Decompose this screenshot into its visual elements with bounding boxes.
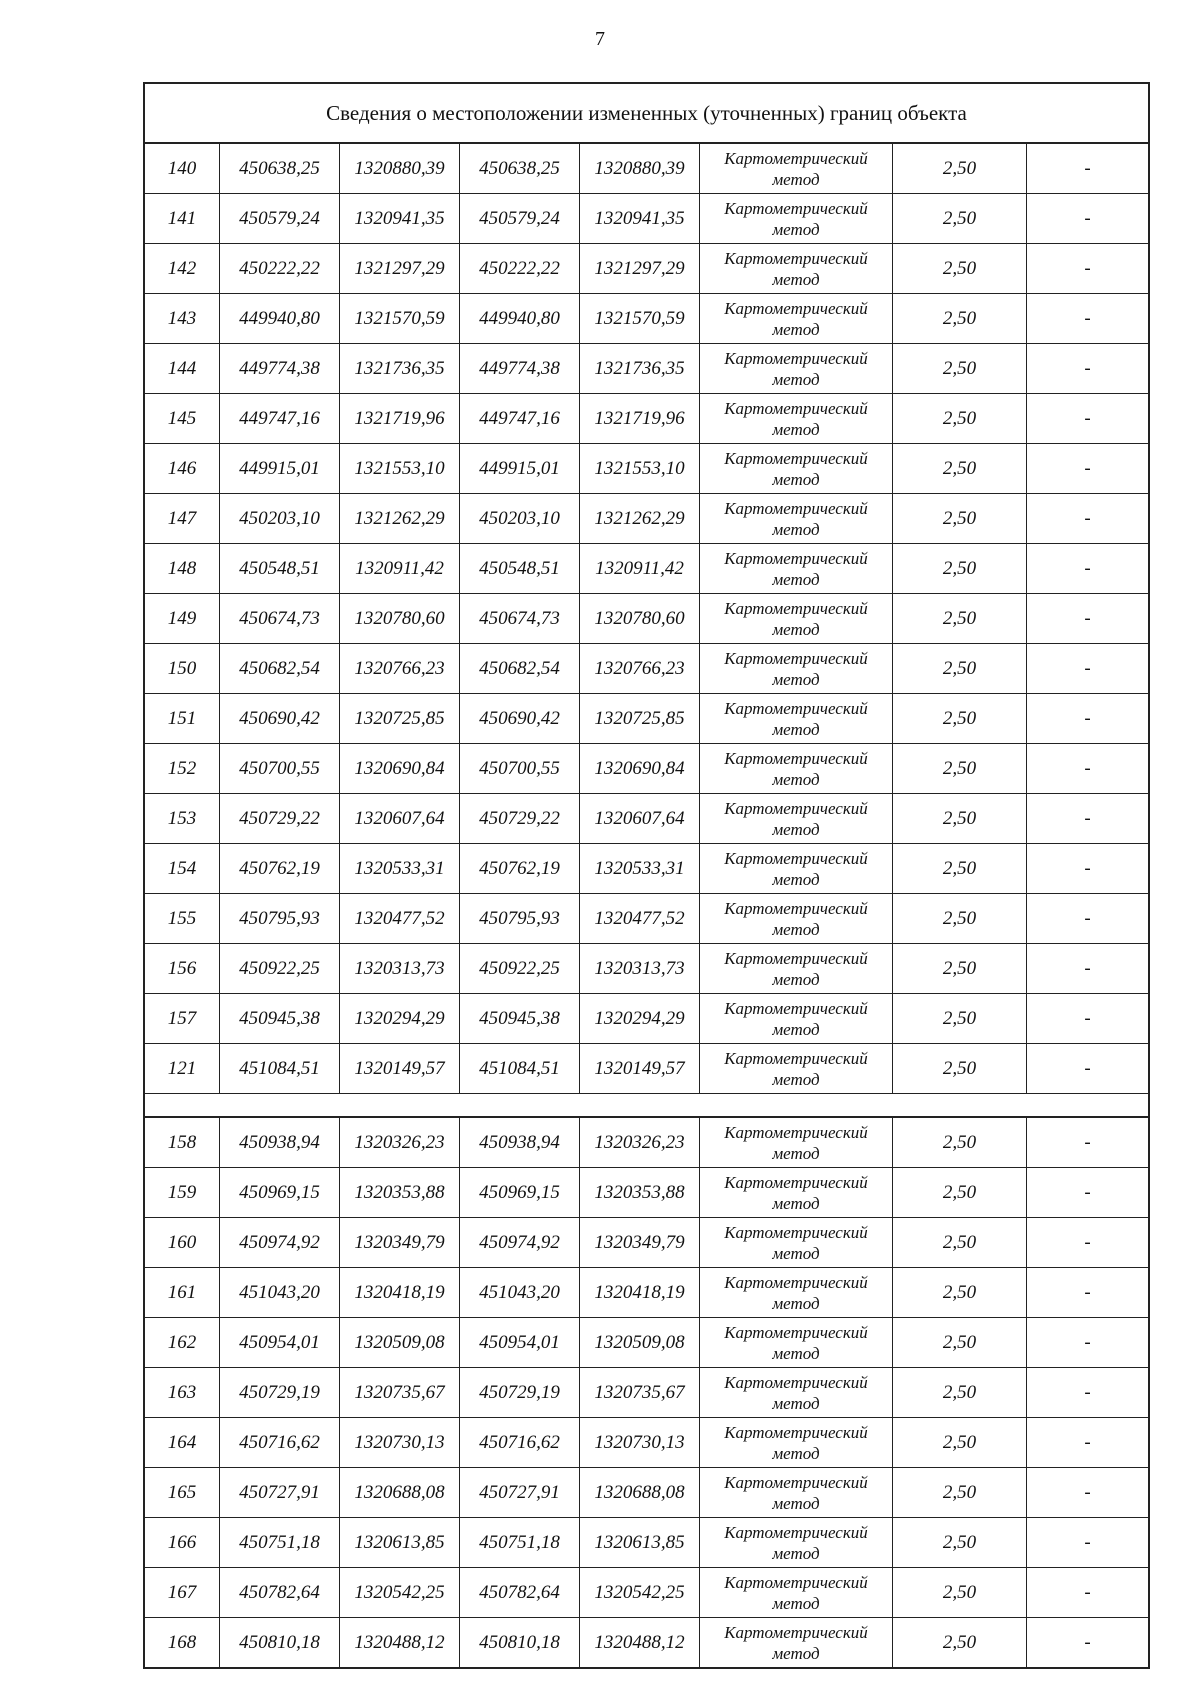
note-cell: - xyxy=(1027,1118,1148,1168)
method-cell: Картометрический метод xyxy=(700,1044,893,1094)
point-number-cell: 167 xyxy=(145,1568,220,1618)
note-cell: - xyxy=(1027,644,1148,694)
refined-x-cell: 450810,18 xyxy=(460,1618,580,1667)
method-cell: Картометрический метод xyxy=(700,344,893,394)
table-row xyxy=(145,1044,1148,1094)
method-cell: Картометрический метод xyxy=(700,1618,893,1667)
accuracy-cell: 2,50 xyxy=(893,594,1027,644)
note-cell: - xyxy=(1027,1568,1148,1618)
refined-y-cell: 1321719,96 xyxy=(580,394,700,444)
existing-y-cell: 1320326,23 xyxy=(340,1118,460,1168)
point-number-cell: 164 xyxy=(145,1418,220,1468)
refined-y-cell: 1320477,52 xyxy=(580,894,700,944)
refined-y-cell: 1320353,88 xyxy=(580,1168,700,1218)
existing-y-cell: 1320880,39 xyxy=(340,144,460,194)
refined-x-cell: 450222,22 xyxy=(460,244,580,294)
existing-y-cell: 1320688,08 xyxy=(340,1468,460,1518)
refined-x-cell: 449774,38 xyxy=(460,344,580,394)
refined-x-cell: 451043,20 xyxy=(460,1268,580,1318)
existing-y-cell: 1321736,35 xyxy=(340,344,460,394)
accuracy-cell: 2,50 xyxy=(893,444,1027,494)
note-cell: - xyxy=(1027,844,1148,894)
refined-x-cell: 450945,38 xyxy=(460,994,580,1044)
method-cell: Картометрический метод xyxy=(700,1468,893,1518)
point-number-cell: 154 xyxy=(145,844,220,894)
accuracy-cell: 2,50 xyxy=(893,794,1027,844)
refined-y-cell: 1320941,35 xyxy=(580,194,700,244)
existing-x-cell: 451043,20 xyxy=(220,1268,340,1318)
refined-y-cell: 1321297,29 xyxy=(580,244,700,294)
point-number-cell: 163 xyxy=(145,1368,220,1418)
table-row xyxy=(145,144,1148,194)
existing-x-cell: 449774,38 xyxy=(220,344,340,394)
existing-y-cell: 1320911,42 xyxy=(340,544,460,594)
table-row xyxy=(145,344,1148,394)
existing-x-cell: 450222,22 xyxy=(220,244,340,294)
note-cell: - xyxy=(1027,694,1148,744)
method-cell: Картометрический метод xyxy=(700,1218,893,1268)
refined-x-cell: 450727,91 xyxy=(460,1468,580,1518)
refined-x-cell: 450751,18 xyxy=(460,1518,580,1568)
page-number: 7 xyxy=(595,28,605,50)
refined-y-cell: 1321570,59 xyxy=(580,294,700,344)
table-title: Сведения о местоположении измененных (уточненных) границ объекта xyxy=(145,84,1148,144)
accuracy-cell: 2,50 xyxy=(893,844,1027,894)
method-cell: Картометрический метод xyxy=(700,394,893,444)
existing-y-cell: 1321719,96 xyxy=(340,394,460,444)
table-title-row xyxy=(145,84,1148,144)
coordinates-table-wrapper xyxy=(143,82,1146,1669)
note-cell: - xyxy=(1027,194,1148,244)
note-cell: - xyxy=(1027,244,1148,294)
method-cell: Картометрический метод xyxy=(700,544,893,594)
note-cell: - xyxy=(1027,494,1148,544)
note-cell: - xyxy=(1027,544,1148,594)
existing-x-cell: 450203,10 xyxy=(220,494,340,544)
accuracy-cell: 2,50 xyxy=(893,394,1027,444)
method-cell: Картометрический метод xyxy=(700,1568,893,1618)
method-cell: Картометрический метод xyxy=(700,894,893,944)
refined-y-cell: 1320418,19 xyxy=(580,1268,700,1318)
refined-y-cell: 1321262,29 xyxy=(580,494,700,544)
refined-x-cell: 450969,15 xyxy=(460,1168,580,1218)
table-row xyxy=(145,494,1148,544)
note-cell: - xyxy=(1084,1631,1091,1653)
existing-x-cell: 450922,25 xyxy=(220,944,340,994)
existing-x-cell: 450954,01 xyxy=(220,1318,340,1368)
table-row xyxy=(145,994,1148,1044)
point-number-cell: 165 xyxy=(145,1468,220,1518)
refined-x-cell: 450638,25 xyxy=(460,144,580,194)
refined-x-cell: 450716,62 xyxy=(460,1418,580,1468)
refined-y-cell: 1320509,08 xyxy=(580,1318,700,1368)
note-cell: - xyxy=(1027,294,1148,344)
existing-y-cell: 1320725,85 xyxy=(340,694,460,744)
accuracy-cell: 2,50 xyxy=(893,894,1027,944)
existing-y-cell: 1320607,64 xyxy=(340,794,460,844)
table-row xyxy=(145,1168,1148,1218)
existing-x-cell: 450762,19 xyxy=(220,844,340,894)
existing-y-cell: 1320542,25 xyxy=(340,1568,460,1618)
point-number-cell: 151 xyxy=(145,694,220,744)
accuracy-cell: 2,50 xyxy=(893,1044,1027,1094)
existing-y-cell: 1320349,79 xyxy=(340,1218,460,1268)
note-cell: - xyxy=(1027,1368,1148,1418)
table-row xyxy=(145,1368,1148,1418)
existing-y-cell: 1321262,29 xyxy=(340,494,460,544)
refined-y-cell: 1320725,85 xyxy=(580,694,700,744)
refined-x-cell: 449940,80 xyxy=(460,294,580,344)
accuracy-cell: 2,50 xyxy=(893,294,1027,344)
refined-y-cell: 1320488,12 xyxy=(580,1618,700,1667)
method-cell: Картометрический метод xyxy=(700,1118,893,1168)
table-row xyxy=(145,594,1148,644)
refined-y-cell: 1320542,25 xyxy=(580,1568,700,1618)
method-cell: Картометрический метод xyxy=(700,1418,893,1468)
refined-y-cell: 1320735,67 xyxy=(580,1368,700,1418)
table-row xyxy=(145,744,1148,794)
note-cell: - xyxy=(1027,594,1148,644)
refined-x-cell: 450203,10 xyxy=(460,494,580,544)
coordinates-table xyxy=(143,82,1150,1669)
existing-y-cell: 1320613,85 xyxy=(340,1518,460,1568)
point-number-cell: 162 xyxy=(145,1318,220,1368)
existing-x-cell: 451084,51 xyxy=(220,1044,340,1094)
accuracy-cell: 2,50 xyxy=(893,494,1027,544)
refined-x-cell: 450729,19 xyxy=(460,1368,580,1418)
existing-y-cell: 1321297,29 xyxy=(340,244,460,294)
method-cell: Картометрический метод xyxy=(700,694,893,744)
existing-x-cell: 450690,42 xyxy=(220,694,340,744)
table-row xyxy=(145,1518,1148,1568)
existing-y-cell: 1320149,57 xyxy=(340,1044,460,1094)
point-number-cell: 155 xyxy=(145,894,220,944)
point-number-cell: 141 xyxy=(145,194,220,244)
table-row xyxy=(145,644,1148,694)
method-cell: Картометрический метод xyxy=(700,794,893,844)
existing-y-cell: 1320533,31 xyxy=(340,844,460,894)
point-number-cell: 157 xyxy=(145,994,220,1044)
accuracy-cell: 2,50 xyxy=(893,1618,1027,1667)
method-cell: Картометрический метод xyxy=(700,144,893,194)
table-row xyxy=(145,1218,1148,1268)
method-cell: Картометрический метод xyxy=(700,244,893,294)
existing-y-cell: 1320941,35 xyxy=(340,194,460,244)
refined-y-cell: 1320613,85 xyxy=(580,1518,700,1568)
refined-y-cell: 1320294,29 xyxy=(580,994,700,1044)
method-cell: Картометрический метод xyxy=(700,1168,893,1218)
point-number-cell: 145 xyxy=(145,394,220,444)
method-cell: Картометрический метод xyxy=(700,1268,893,1318)
existing-x-cell: 449747,16 xyxy=(220,394,340,444)
existing-y-cell: 1320353,88 xyxy=(340,1168,460,1218)
accuracy-cell: 2,50 xyxy=(893,1168,1027,1218)
existing-x-cell: 450579,24 xyxy=(220,194,340,244)
note-cell: - xyxy=(1027,1044,1148,1094)
existing-x-cell: 450782,64 xyxy=(220,1568,340,1618)
point-number-cell: 152 xyxy=(145,744,220,794)
refined-x-cell: 450690,42 xyxy=(460,694,580,744)
refined-y-cell: 1320730,13 xyxy=(580,1418,700,1468)
point-number-cell: 140 xyxy=(145,144,220,194)
accuracy-cell: 2,50 xyxy=(893,694,1027,744)
refined-x-cell: 450954,01 xyxy=(460,1318,580,1368)
accuracy-cell: 2,50 xyxy=(893,194,1027,244)
accuracy-cell: 2,50 xyxy=(893,144,1027,194)
refined-y-cell: 1320780,60 xyxy=(580,594,700,644)
accuracy-cell: 2,50 xyxy=(893,1468,1027,1518)
method-cell: Картометрический метод xyxy=(700,594,893,644)
accuracy-cell: 2,50 xyxy=(893,1418,1027,1468)
point-number-cell: 158 xyxy=(145,1118,220,1168)
accuracy-cell: 2,50 xyxy=(893,744,1027,794)
existing-y-cell: 1320735,67 xyxy=(340,1368,460,1418)
note-cell: - xyxy=(1027,344,1148,394)
point-number-cell: 121 xyxy=(145,1044,220,1094)
note-cell: - xyxy=(1027,1218,1148,1268)
existing-x-cell: 450810,18 xyxy=(220,1618,340,1667)
existing-x-cell: 450700,55 xyxy=(220,744,340,794)
method-cell: Картометрический метод xyxy=(700,294,893,344)
existing-y-cell: 1320477,52 xyxy=(340,894,460,944)
existing-x-cell: 450727,91 xyxy=(220,1468,340,1518)
point-number-cell: 153 xyxy=(145,794,220,844)
refined-y-cell: 1320911,42 xyxy=(580,544,700,594)
existing-x-cell: 450969,15 xyxy=(220,1168,340,1218)
existing-x-cell: 450945,38 xyxy=(220,994,340,1044)
existing-x-cell: 450974,92 xyxy=(220,1218,340,1268)
note-cell: - xyxy=(1027,1518,1148,1568)
note-cell: - xyxy=(1027,1318,1148,1368)
method-cell: Картометрический метод xyxy=(700,194,893,244)
note-cell: - xyxy=(1027,744,1148,794)
existing-y-cell: 1320294,29 xyxy=(340,994,460,1044)
point-number-cell: 142 xyxy=(145,244,220,294)
point-number-cell: 156 xyxy=(145,944,220,994)
method-cell: Картометрический метод xyxy=(700,1368,893,1418)
method-cell: Картометрический метод xyxy=(700,1318,893,1368)
existing-x-cell: 450682,54 xyxy=(220,644,340,694)
refined-x-cell: 450782,64 xyxy=(460,1568,580,1618)
existing-y-cell: 1321553,10 xyxy=(340,444,460,494)
table-row xyxy=(145,1468,1148,1518)
method-cell: Картометрический метод xyxy=(700,494,893,544)
point-number-cell: 160 xyxy=(145,1218,220,1268)
accuracy-cell: 2,50 xyxy=(893,244,1027,294)
note-cell: - xyxy=(1027,444,1148,494)
refined-y-cell: 1321553,10 xyxy=(580,444,700,494)
method-cell: Картометрический метод xyxy=(700,844,893,894)
existing-x-cell: 450548,51 xyxy=(220,544,340,594)
table-row xyxy=(145,1268,1148,1318)
accuracy-cell: 2,50 xyxy=(893,544,1027,594)
refined-x-cell: 450938,94 xyxy=(460,1118,580,1168)
existing-x-cell: 450751,18 xyxy=(220,1518,340,1568)
point-number-cell: 149 xyxy=(145,594,220,644)
note-cell: - xyxy=(1027,1418,1148,1468)
table-body xyxy=(145,84,1148,1667)
accuracy-cell: 2,50 xyxy=(893,644,1027,694)
refined-y-cell: 1320326,23 xyxy=(580,1118,700,1168)
accuracy-cell: 2,50 xyxy=(893,1118,1027,1168)
refined-x-cell: 450700,55 xyxy=(460,744,580,794)
point-number-cell: 146 xyxy=(145,444,220,494)
refined-y-cell: 1320607,64 xyxy=(580,794,700,844)
existing-x-cell: 450729,22 xyxy=(220,794,340,844)
existing-x-cell: 450729,19 xyxy=(220,1368,340,1418)
existing-y-cell: 1320690,84 xyxy=(340,744,460,794)
note-cell: - xyxy=(1027,1468,1148,1518)
table-row xyxy=(145,1618,1148,1667)
table-row xyxy=(145,1568,1148,1618)
point-number-cell: 148 xyxy=(145,544,220,594)
refined-x-cell: 450974,92 xyxy=(460,1218,580,1268)
existing-y-cell: 1320509,08 xyxy=(340,1318,460,1368)
refined-y-cell: 1320688,08 xyxy=(580,1468,700,1518)
refined-y-cell: 1320349,79 xyxy=(580,1218,700,1268)
refined-y-cell: 1320690,84 xyxy=(580,744,700,794)
point-number-cell: 143 xyxy=(145,294,220,344)
table-row xyxy=(145,394,1148,444)
refined-x-cell: 449915,01 xyxy=(460,444,580,494)
method-cell: Картометрический метод xyxy=(700,644,893,694)
existing-x-cell: 450674,73 xyxy=(220,594,340,644)
existing-y-cell: 1320313,73 xyxy=(340,944,460,994)
method-cell: Картометрический метод xyxy=(700,744,893,794)
table-row xyxy=(145,1318,1148,1368)
point-number-cell: 166 xyxy=(145,1518,220,1568)
accuracy-cell: 2,50 xyxy=(893,344,1027,394)
table-row xyxy=(145,294,1148,344)
refined-y-cell: 1320313,73 xyxy=(580,944,700,994)
refined-y-cell: 1320149,57 xyxy=(580,1044,700,1094)
existing-x-cell: 449940,80 xyxy=(220,294,340,344)
method-cell: Картометрический метод xyxy=(700,994,893,1044)
table-row xyxy=(145,244,1148,294)
refined-x-cell: 450548,51 xyxy=(460,544,580,594)
refined-x-cell: 450729,22 xyxy=(460,794,580,844)
note-cell: - xyxy=(1027,144,1148,194)
point-number-cell: 144 xyxy=(145,344,220,394)
refined-x-cell: 450762,19 xyxy=(460,844,580,894)
method-cell: Картометрический метод xyxy=(700,1518,893,1568)
table-row xyxy=(145,1118,1148,1168)
note-cell: - xyxy=(1027,1268,1148,1318)
existing-x-cell: 450716,62 xyxy=(220,1418,340,1468)
refined-x-cell: 449747,16 xyxy=(460,394,580,444)
existing-x-cell: 450638,25 xyxy=(220,144,340,194)
note-cell: - xyxy=(1027,894,1148,944)
existing-y-cell: 1320418,19 xyxy=(340,1268,460,1318)
existing-y-cell: 1321570,59 xyxy=(340,294,460,344)
table-row xyxy=(145,444,1148,494)
existing-x-cell: 449915,01 xyxy=(220,444,340,494)
accuracy-cell: 2,50 xyxy=(893,1218,1027,1268)
refined-x-cell: 451084,51 xyxy=(460,1044,580,1094)
accuracy-cell: 2,50 xyxy=(893,1568,1027,1618)
note-cell: - xyxy=(1027,944,1148,994)
refined-y-cell: 1320880,39 xyxy=(580,144,700,194)
note-cell: - xyxy=(1027,1168,1148,1218)
group-separator xyxy=(145,1094,1148,1118)
method-cell: Картометрический метод xyxy=(700,944,893,994)
refined-x-cell: 450682,54 xyxy=(460,644,580,694)
refined-y-cell: 1321736,35 xyxy=(580,344,700,394)
accuracy-cell: 2,50 xyxy=(893,1368,1027,1418)
accuracy-cell: 2,50 xyxy=(893,1318,1027,1368)
point-number-cell: 150 xyxy=(145,644,220,694)
method-cell: Картометрический метод xyxy=(700,444,893,494)
accuracy-cell: 2,50 xyxy=(893,1268,1027,1318)
existing-y-cell: 1320766,23 xyxy=(340,644,460,694)
point-number-cell: 159 xyxy=(145,1168,220,1218)
table-row xyxy=(145,944,1148,994)
existing-x-cell: 450795,93 xyxy=(220,894,340,944)
refined-y-cell: 1320766,23 xyxy=(580,644,700,694)
accuracy-cell: 2,50 xyxy=(893,1518,1027,1568)
refined-x-cell: 450579,24 xyxy=(460,194,580,244)
table-row xyxy=(145,844,1148,894)
refined-x-cell: 450795,93 xyxy=(460,894,580,944)
refined-x-cell: 450922,25 xyxy=(460,944,580,994)
table-row xyxy=(145,694,1148,744)
point-number-cell: 147 xyxy=(145,494,220,544)
table-row xyxy=(145,794,1148,844)
existing-y-cell: 1320730,13 xyxy=(340,1418,460,1468)
refined-x-cell: 450674,73 xyxy=(460,594,580,644)
note-cell: - xyxy=(1027,794,1148,844)
note-cell: - xyxy=(1027,994,1148,1044)
table-row xyxy=(145,1418,1148,1468)
table-row xyxy=(145,194,1148,244)
existing-y-cell: 1320488,12 xyxy=(340,1618,460,1667)
existing-x-cell: 450938,94 xyxy=(220,1118,340,1168)
table-row xyxy=(145,894,1148,944)
accuracy-cell: 2,50 xyxy=(893,994,1027,1044)
table-row xyxy=(145,544,1148,594)
accuracy-cell: 2,50 xyxy=(893,944,1027,994)
point-number-cell: 168 xyxy=(145,1618,220,1667)
existing-y-cell: 1320780,60 xyxy=(340,594,460,644)
refined-y-cell: 1320533,31 xyxy=(580,844,700,894)
note-cell: - xyxy=(1027,394,1148,444)
group-separator-row xyxy=(145,1094,1148,1118)
point-number-cell: 161 xyxy=(145,1268,220,1318)
